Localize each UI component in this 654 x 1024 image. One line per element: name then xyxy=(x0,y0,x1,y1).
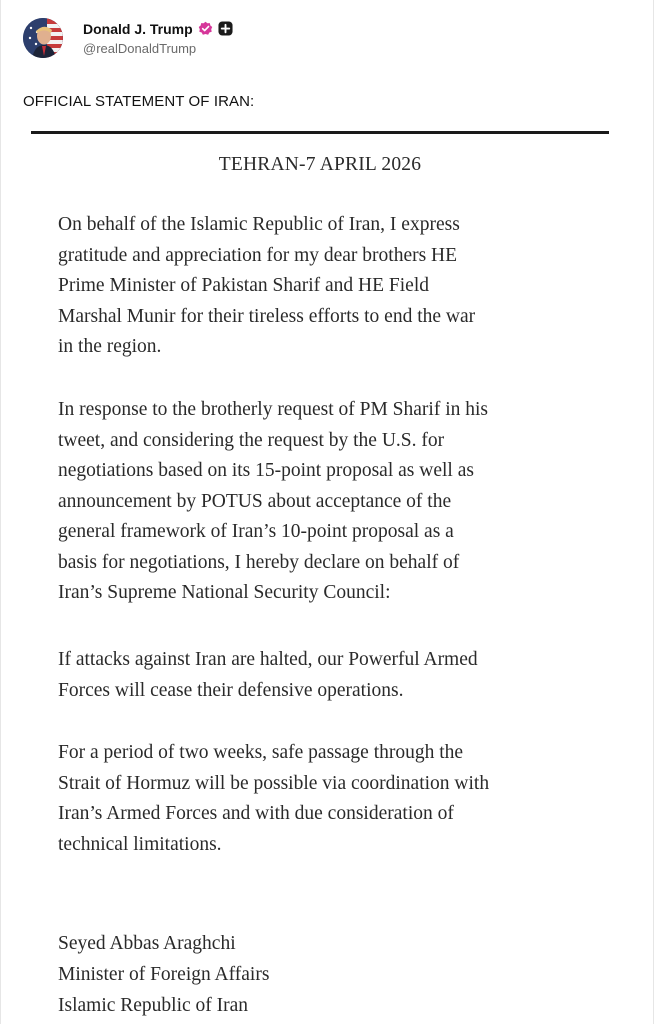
paragraph-3 xyxy=(58,645,598,706)
author-display-name[interactable]: Donald J. Trump xyxy=(83,20,193,37)
paragraph-2 xyxy=(58,395,598,609)
paragraph-1 xyxy=(58,210,598,363)
signature-block xyxy=(58,928,269,1021)
signature-name: Seyed Abbas Araghchi xyxy=(58,933,236,954)
author-name-row xyxy=(83,21,233,37)
paragraph-line: negotiations based on its 15-point proposal as well as xyxy=(58,460,474,481)
plus-badge-icon xyxy=(218,21,233,36)
paragraph-4 xyxy=(58,738,598,860)
paragraph-line: Strait of Hormuz will be possible via coordination with xyxy=(58,772,490,794)
author-names xyxy=(83,21,233,56)
flag-portrait-avatar-icon xyxy=(23,18,63,58)
paragraph-line: technical limitations. xyxy=(58,833,222,855)
document-top-rule xyxy=(31,131,609,134)
paragraph-line: Forces will cease their defensive operations. xyxy=(58,679,404,701)
paragraph-line: In response to the brotherly request of PM Sharif in his xyxy=(58,399,489,420)
post-intro-text: OFFICIAL STATEMENT OF IRAN: xyxy=(23,93,255,110)
paragraph-line: gratitude and appreciation for my dear brothers HE xyxy=(58,244,458,266)
paragraph-line: basis for negotiations, I hereby declare on behalf of xyxy=(58,551,460,573)
paragraph-line: general framework of Iran’s 10-point proposal as a xyxy=(58,521,454,542)
signature-role: Minister of Foreign Affairs xyxy=(58,964,270,985)
paragraph-line: Iran’s Supreme National Security Council: xyxy=(58,582,391,603)
paragraph-line: tweet, and considering the request by the U.S. for xyxy=(58,429,445,451)
paragraph-line: Iran’s Armed Forces and with due consideration of xyxy=(58,803,454,824)
verified-check-icon xyxy=(198,21,213,36)
paragraph-line: in the region. xyxy=(58,336,162,357)
author-handle[interactable]: @realDonaldTrump xyxy=(83,40,197,56)
paragraph-line: Prime Minister of Pakistan Sharif and HE Field xyxy=(58,275,429,296)
author-avatar[interactable] xyxy=(23,18,63,58)
paragraph-line: Marshal Munir for their tireless efforts to end the war xyxy=(58,305,476,327)
signature-country: Islamic Republic of Iran xyxy=(58,995,249,1016)
paragraph-line: announcement by POTUS about acceptance of the xyxy=(58,490,452,512)
paragraph-line: If attacks against Iran are halted, our Powerful Armed xyxy=(58,649,478,670)
paragraph-line: For a period of two weeks, safe passage through the xyxy=(58,742,464,763)
post-header xyxy=(23,14,233,62)
paragraph-line: On behalf of the Islamic Republic of Iran, I express xyxy=(58,214,460,235)
document-title: TEHRAN-7 APRIL 2026 xyxy=(218,154,422,175)
